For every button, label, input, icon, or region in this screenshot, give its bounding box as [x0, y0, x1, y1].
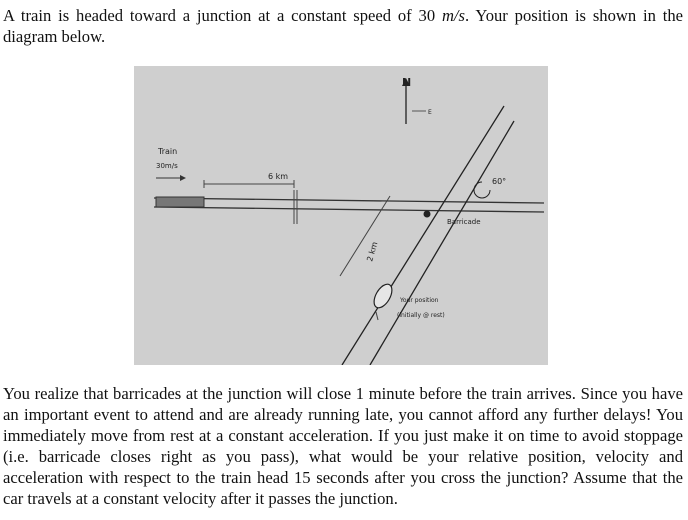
train-speed-label: 30m/s — [156, 162, 178, 170]
intro-text-before: A train is headed toward a junction at a constant speed of 30 — [3, 6, 442, 25]
distance-6km-label: 6 km — [268, 172, 289, 181]
diagram-sketch — [134, 66, 548, 365]
track-rail-bottom — [154, 207, 544, 212]
junction-point — [424, 211, 431, 218]
distance-2km-label: 2 km — [365, 240, 380, 263]
question-paragraph: You realize that barricades at the junction will close 1 minute before the train arrives. Since you have an important event to attend and are already running late, you cannot afford any further delays! You immediately move from rest at a constant acceleration. If you just make it on time to avoid stoppage (i.e. barricade closes right as you pass), what would be your relative position, velocity and acceleration with respect to the train head 15 seconds after you cross the junction? Assume that the car travels at a constant velocity after it passes the junction. — [3, 384, 683, 508]
speed-unit: m/s — [441, 6, 466, 25]
train-direction-arrowhead-icon — [180, 175, 186, 181]
road-edge-right — [370, 121, 514, 365]
track-rail-top — [154, 198, 544, 203]
angle-label: 60° — [492, 177, 507, 186]
train-label: Train — [158, 147, 178, 156]
intro-text-after: . Your position is shown in the diagram below. — [3, 6, 684, 46]
angle-arc-icon — [474, 182, 490, 198]
distance-2km-line — [340, 196, 390, 276]
north-label: N — [402, 76, 412, 89]
position-sublabel: (initially @ rest) — [397, 312, 445, 319]
intro-paragraph — [3, 5, 683, 47]
train-icon — [156, 197, 204, 207]
position-label: Your position — [400, 297, 439, 304]
barricade-label: Barricade — [447, 218, 481, 226]
road-edge-left — [342, 106, 507, 365]
east-label: E — [428, 109, 432, 116]
junction-diagram — [134, 66, 548, 365]
